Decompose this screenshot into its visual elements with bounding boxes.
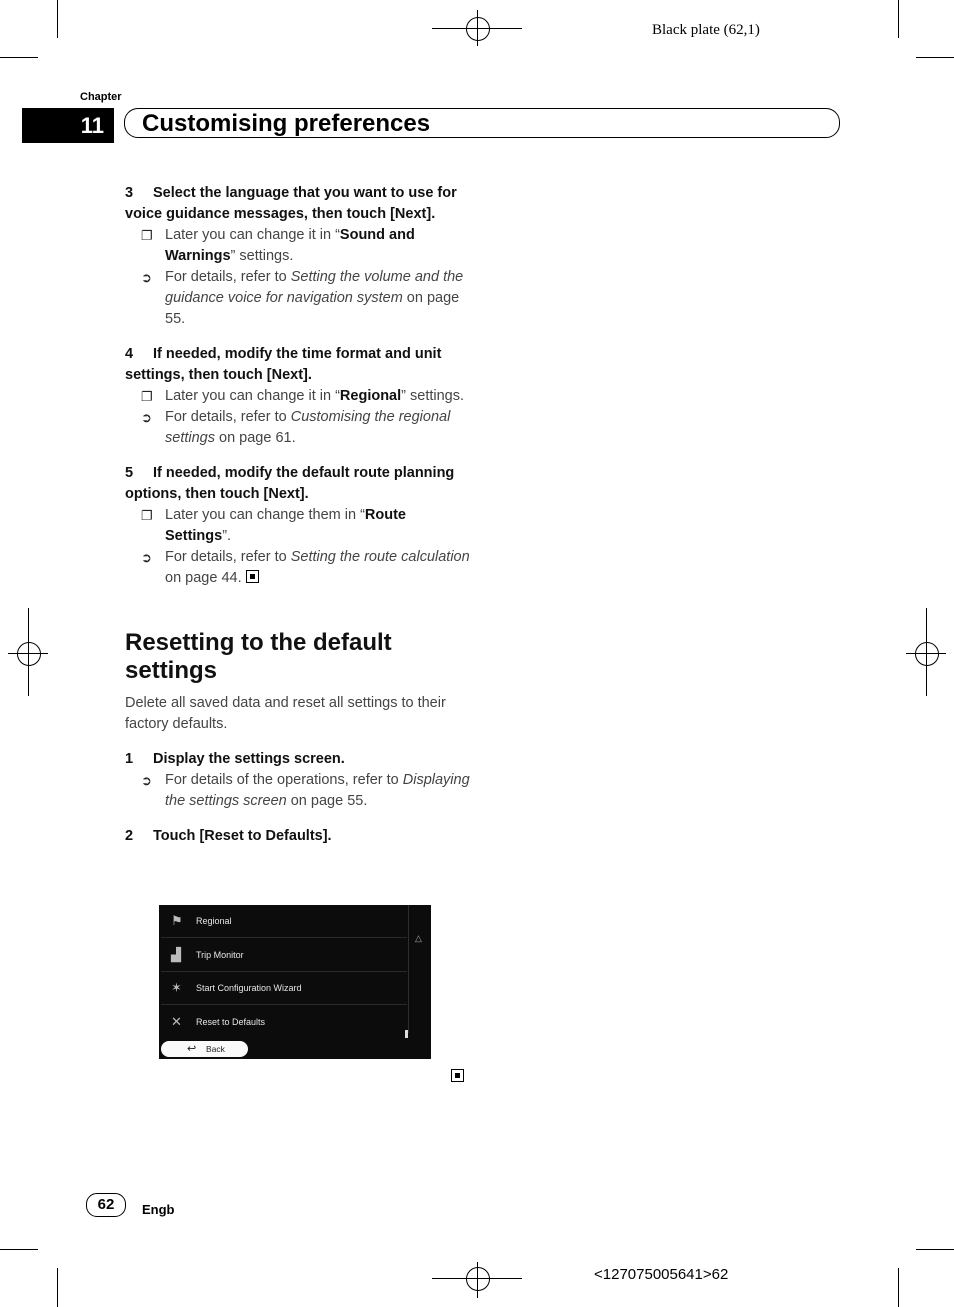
arrow-ref-icon: ➲ bbox=[141, 410, 152, 425]
step-2: 2 Touch [Reset to Defaults]. bbox=[125, 828, 332, 844]
back-button[interactable]: ↩ Back bbox=[161, 1041, 248, 1057]
page-number: 62 bbox=[86, 1193, 126, 1217]
step-1: 1 Display the settings screen. bbox=[125, 751, 345, 767]
content-column bbox=[125, 183, 470, 847]
crop-mark bbox=[898, 1268, 899, 1307]
bar-chart-icon: ▟ bbox=[171, 947, 181, 962]
crop-mark bbox=[57, 0, 58, 38]
step-5: 5 If needed, modify the default route planning options, then touch [Next]. bbox=[125, 465, 455, 502]
crop-mark bbox=[916, 57, 954, 58]
menu-item-trip-monitor[interactable]: ▟ Trip Monitor bbox=[161, 939, 407, 972]
cross-reference: ➲ For details of the operations, refer to Displaying the settings screen on page 55. bbox=[141, 772, 470, 809]
step-4: 4 If needed, modify the time format and unit settings, then touch [Next]. bbox=[125, 346, 442, 383]
flag-icon: ⚑ bbox=[171, 913, 183, 928]
chapter-label: Chapter bbox=[80, 91, 122, 103]
arrow-ref-icon: ➲ bbox=[141, 550, 152, 565]
cross-reference: ➲ For details, refer to Customising the regional settings on page 61. bbox=[141, 409, 451, 446]
end-of-section-icon bbox=[451, 1069, 464, 1082]
crop-mark bbox=[0, 57, 38, 58]
registration-mark-icon bbox=[915, 642, 939, 666]
scrollbar-track[interactable] bbox=[408, 905, 409, 1033]
note: ❐ Later you can change it in “Sound and Warnings” settings. bbox=[141, 227, 415, 264]
step-3: 3 Select the language that you want to use for voice guidance messages, then touch [Next]. bbox=[125, 185, 457, 222]
wand-icon: ✶ bbox=[171, 980, 182, 995]
cross-reference: ➲ For details, refer to Setting the route calculation on page 44. bbox=[141, 549, 470, 586]
registration-mark-icon bbox=[17, 642, 41, 666]
plate-label: Black plate (62,1) bbox=[652, 22, 760, 38]
chapter-title: Customising preferences bbox=[142, 110, 431, 137]
crop-mark bbox=[57, 1268, 58, 1307]
note-box-icon: ❐ bbox=[141, 508, 153, 523]
note-box-icon: ❐ bbox=[141, 228, 153, 243]
menu-item-reset-to-defaults[interactable]: ✕ Reset to Defaults bbox=[171, 1014, 266, 1029]
note-box-icon: ❐ bbox=[141, 389, 153, 404]
crop-mark bbox=[898, 0, 899, 38]
scroll-up-icon[interactable]: △ bbox=[415, 933, 422, 943]
arrow-ref-icon: ➲ bbox=[141, 773, 152, 788]
registration-mark-icon bbox=[466, 1267, 490, 1291]
end-of-section-icon bbox=[246, 570, 259, 583]
arrow-ref-icon: ➲ bbox=[141, 270, 152, 285]
menu-item-regional[interactable]: ⚑ Regional bbox=[161, 905, 407, 938]
chapter-number: 11 bbox=[22, 108, 114, 143]
note: ❐ Later you can change it in “Regional” settings. bbox=[125, 386, 470, 407]
cross-reference: ➲ For details, refer to Setting the volume and the guidance voice for navigation system on page 55. bbox=[141, 269, 464, 327]
scrollbar-thumb[interactable] bbox=[405, 1030, 408, 1038]
menu-item-start-configuration-wizard[interactable]: ✶ Start Configuration Wizard bbox=[161, 972, 407, 1005]
crop-mark bbox=[0, 1249, 38, 1250]
tools-icon: ✕ bbox=[171, 1014, 182, 1029]
language-code: Engb bbox=[142, 1202, 175, 1217]
section-intro: Delete all saved data and reset all settings to their factory defaults. bbox=[125, 695, 446, 732]
note: ❐ Later you can change them in “Route Settings”. bbox=[141, 507, 406, 544]
settings-screen-image bbox=[159, 905, 431, 1059]
document-id: <127075005641>62 bbox=[594, 1266, 729, 1283]
back-arrow-icon: ↩ bbox=[187, 1043, 197, 1055]
registration-mark-icon bbox=[466, 17, 490, 41]
crop-mark bbox=[916, 1249, 954, 1250]
section-title: Resetting to the default settings bbox=[125, 629, 392, 684]
